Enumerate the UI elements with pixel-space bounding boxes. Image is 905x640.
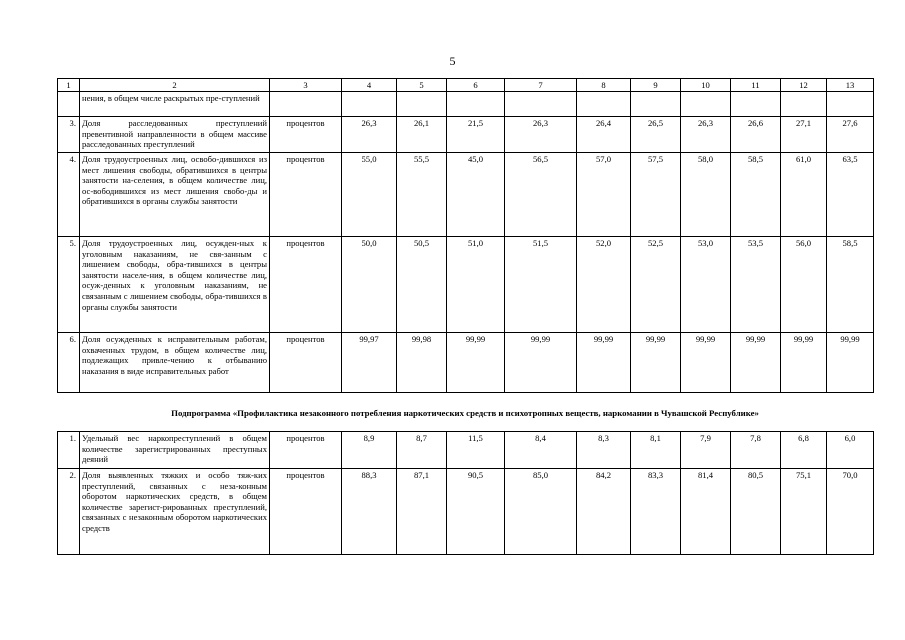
value-cell: 88,3 (342, 469, 397, 555)
value-cell: 27,6 (827, 117, 874, 153)
value-cell: 50,5 (397, 237, 447, 333)
column-header: 1 (58, 79, 80, 92)
indicator-name: нения, в общем числе раскрытых пре-ступлений (80, 92, 270, 117)
table-row (58, 432, 874, 469)
value-cell: 52,5 (631, 237, 681, 333)
row-number: 6. (58, 333, 80, 393)
column-header: 2 (80, 79, 270, 92)
value-cell: 90,5 (447, 469, 505, 555)
value-cell: 26,3 (505, 117, 577, 153)
value-cell: 45,0 (447, 153, 505, 237)
value-cell: 56,0 (781, 237, 827, 333)
value-cell: 55,0 (342, 153, 397, 237)
table-row (58, 117, 874, 153)
value-cell (681, 92, 731, 117)
value-cell: 6,0 (827, 432, 874, 469)
indicators-table (57, 78, 874, 393)
value-cell: 99,99 (781, 333, 827, 393)
value-cell: 99,99 (505, 333, 577, 393)
table-row (58, 469, 874, 555)
value-cell (731, 92, 781, 117)
row-number: 2. (58, 469, 80, 555)
column-header: 10 (681, 79, 731, 92)
value-cell: 63,5 (827, 153, 874, 237)
column-header: 3 (270, 79, 342, 92)
row-number: 3. (58, 117, 80, 153)
value-cell: 99,99 (447, 333, 505, 393)
value-cell: 11,5 (447, 432, 505, 469)
value-cell: 52,0 (577, 237, 631, 333)
indicator-name: Доля осужденных к исправительным работам, охваченных трудом, в общем количестве лиц, подлежащих привле-чению к отбыванию наказания в виде исправительных работ (80, 333, 270, 393)
unit-cell: процентов (270, 153, 342, 237)
unit-cell: процентов (270, 237, 342, 333)
value-cell: 99,98 (397, 333, 447, 393)
indicator-name: Доля расследованных преступлений превентивной направленности в общем массиве расследованных преступлений (80, 117, 270, 153)
column-header: 5 (397, 79, 447, 92)
value-cell: 8,4 (505, 432, 577, 469)
value-cell: 87,1 (397, 469, 447, 555)
unit-cell: процентов (270, 469, 342, 555)
subprogram-title: Подпрограмма «Профилактика незаконного потребления наркотических средств и психотропных веществ, наркомании в Чувашской Республике» (171, 408, 759, 418)
value-cell: 26,3 (681, 117, 731, 153)
value-cell: 58,5 (827, 237, 874, 333)
column-header: 12 (781, 79, 827, 92)
header-row (58, 79, 874, 92)
column-header: 6 (447, 79, 505, 92)
indicator-name: Доля выявленных тяжких и особо тяж-ких преступлений, связанных с неза-конным оборотом наркотических средств, в общем количестве зарегист-рированных преступлений, связанных с незаконным оборотом наркотических средств (80, 469, 270, 555)
unit-cell (270, 92, 342, 117)
value-cell: 27,1 (781, 117, 827, 153)
unit-cell: процентов (270, 117, 342, 153)
value-cell: 70,0 (827, 469, 874, 555)
unit-cell: процентов (270, 333, 342, 393)
column-header: 11 (731, 79, 781, 92)
indicator-name: Доля трудоустроенных лиц, осужден-ных к уголовным наказаниям, не свя-занным с лишением свободы, обра-тившихся в центры занятости населе-ния, в общем количестве лиц, осуж-денных к уголовным наказаниям, не связанным с лишением свободы, обра-тившихся в органы службы занятости (80, 237, 270, 333)
row-number: 4. (58, 153, 80, 237)
table-row (58, 237, 874, 333)
value-cell: 26,4 (577, 117, 631, 153)
value-cell: 6,8 (781, 432, 827, 469)
value-cell: 57,5 (631, 153, 681, 237)
value-cell: 80,5 (731, 469, 781, 555)
value-cell (447, 92, 505, 117)
value-cell: 8,7 (397, 432, 447, 469)
value-cell: 75,1 (781, 469, 827, 555)
value-cell: 7,9 (681, 432, 731, 469)
table-row (58, 153, 874, 237)
value-cell (397, 92, 447, 117)
subprogram-indicators-table (57, 431, 874, 555)
column-header: 7 (505, 79, 577, 92)
indicator-name: Доля трудоустроенных лиц, освобо-дившихся из мест лишения свободы, обратившихся в центры занятости на-селения, в общем количестве лиц, ос-вободившихся из мест лишения свобо-ды и обратившихся в органы службы занятости (80, 153, 270, 237)
value-cell: 85,0 (505, 469, 577, 555)
value-cell: 56,5 (505, 153, 577, 237)
value-cell: 26,6 (731, 117, 781, 153)
column-header: 8 (577, 79, 631, 92)
page-number: 5 (449, 54, 456, 68)
value-cell: 99,99 (631, 333, 681, 393)
column-header: 13 (827, 79, 874, 92)
value-cell: 57,0 (577, 153, 631, 237)
value-cell: 61,0 (781, 153, 827, 237)
row-number: 1. (58, 432, 80, 469)
value-cell: 8,9 (342, 432, 397, 469)
unit-cell: процентов (270, 432, 342, 469)
value-cell (781, 92, 827, 117)
value-cell: 21,5 (447, 117, 505, 153)
value-cell: 99,99 (681, 333, 731, 393)
column-header: 9 (631, 79, 681, 92)
value-cell: 99,99 (827, 333, 874, 393)
value-cell: 7,8 (731, 432, 781, 469)
value-cell (577, 92, 631, 117)
row-number (58, 92, 80, 117)
value-cell: 53,5 (731, 237, 781, 333)
value-cell (342, 92, 397, 117)
value-cell: 58,5 (731, 153, 781, 237)
value-cell: 8,3 (577, 432, 631, 469)
indicator-name: Удельный вес наркопреступлений в общем количестве зарегистрированных преступных деяний (80, 432, 270, 469)
value-cell: 53,0 (681, 237, 731, 333)
value-cell (827, 92, 874, 117)
value-cell: 99,99 (577, 333, 631, 393)
value-cell: 84,2 (577, 469, 631, 555)
table-row (58, 92, 874, 117)
value-cell: 99,97 (342, 333, 397, 393)
value-cell: 51,0 (447, 237, 505, 333)
value-cell: 26,5 (631, 117, 681, 153)
value-cell: 55,5 (397, 153, 447, 237)
value-cell: 26,3 (342, 117, 397, 153)
value-cell: 51,5 (505, 237, 577, 333)
value-cell: 8,1 (631, 432, 681, 469)
row-number: 5. (58, 237, 80, 333)
value-cell: 99,99 (731, 333, 781, 393)
value-cell: 26,1 (397, 117, 447, 153)
value-cell: 50,0 (342, 237, 397, 333)
column-header: 4 (342, 79, 397, 92)
value-cell: 81,4 (681, 469, 731, 555)
value-cell: 83,3 (631, 469, 681, 555)
value-cell (505, 92, 577, 117)
value-cell: 58,0 (681, 153, 731, 237)
table-row (58, 333, 874, 393)
value-cell (631, 92, 681, 117)
